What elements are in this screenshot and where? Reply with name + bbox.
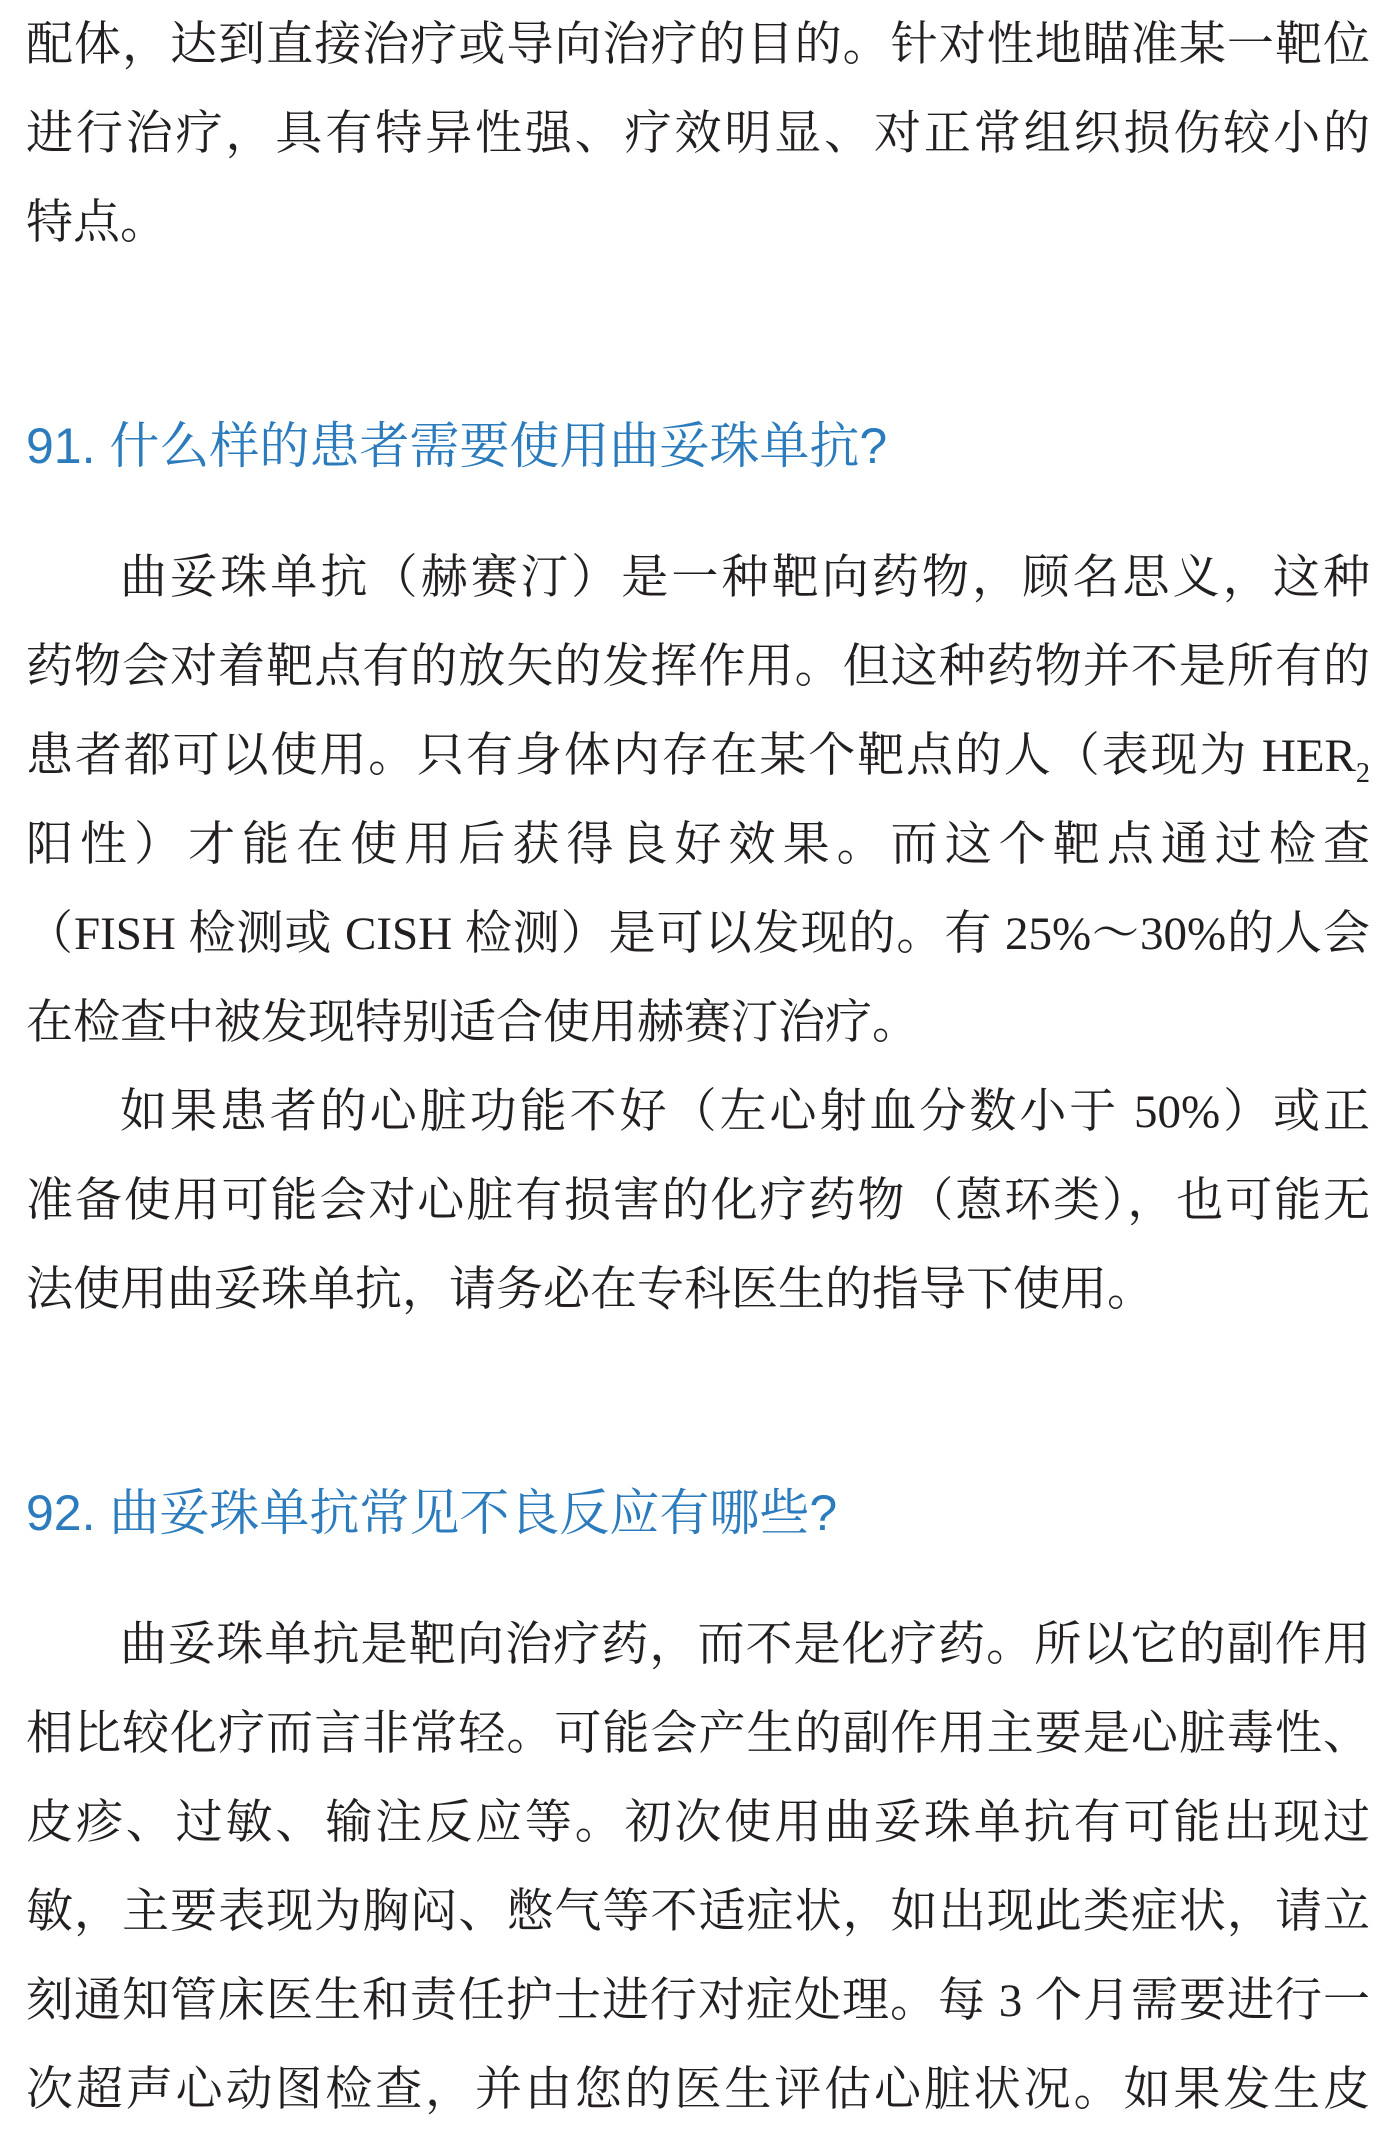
paragraph xyxy=(26,1601,1370,2135)
section-92 xyxy=(26,1469,1370,2135)
text-line: 配体，达到直接治疗或导向治疗的目的。针对性地瞄准某一靶位 xyxy=(26,19,1370,71)
text-line: （FISH 检测或 CISH 检测）是可以发现的。有 25%～30%的人会 xyxy=(26,908,1370,960)
text-line: 在检查中被发现特别适合使用赫赛汀治疗。 xyxy=(26,997,919,1049)
text-line: 皮疹、过敏、输注反应等。初次使用曲妥珠单抗有可能出现过 xyxy=(26,1797,1370,1849)
text-line xyxy=(26,712,1370,801)
text-line: 如果患者的心脏功能不好（左心射血分数小于 50%）或正 xyxy=(120,1086,1370,1138)
text-line: 阳性）才能在使用后获得良好效果。而这个靶点通过检查 xyxy=(26,819,1370,871)
subscript: 2 xyxy=(1355,757,1370,789)
section-heading: 91. 什么样的患者需要使用曲妥珠单抗? xyxy=(26,418,888,474)
text-line: 曲妥珠单抗（赫赛汀）是一种靶向药物，顾名思义，这种 xyxy=(120,552,1370,604)
text-line: 进行治疗，具有特异性强、疗效明显、对正常组织损伤较小的 xyxy=(26,108,1370,160)
text-line: 药物会对着靶点有的放矢的发挥作用。但这种药物并不是所有的 xyxy=(26,641,1370,693)
text-line: 曲妥珠单抗是靶向治疗药，而不是化疗药。所以它的副作用 xyxy=(120,1619,1370,1671)
text-line: 法使用曲妥珠单抗，请务必在专科医生的指导下使用。 xyxy=(26,1264,1154,1316)
text-line: 刻通知管床医生和责任护士进行对症处理。每 3 个月需要进行一 xyxy=(26,1975,1370,2027)
text-line: 次超声心动图检查，并由您的医生评估心脏状况。如果发生皮 xyxy=(26,2064,1370,2116)
paragraph xyxy=(26,534,1370,1068)
document-page xyxy=(26,0,1370,2135)
text-line-content: 患者都可以使用。只有身体内存在某个靶点的人（表现为 HER xyxy=(26,730,1356,782)
paragraph-continuation xyxy=(26,1,1370,268)
section-heading: 92. 曲妥珠单抗常见不良反应有哪些? xyxy=(26,1485,838,1541)
text-line: 特点。 xyxy=(26,197,167,249)
text-line: 准备使用可能会对心脏有损害的化疗药物（蒽环类），也可能无 xyxy=(26,1175,1370,1227)
section-91 xyxy=(26,402,1370,1335)
paragraph xyxy=(26,1068,1370,1335)
text-line: 相比较化疗而言非常轻。可能会产生的副作用主要是心脏毒性、 xyxy=(26,1708,1370,1760)
text-line: 敏，主要表现为胸闷、憋气等不适症状，如出现此类症状，请立 xyxy=(26,1886,1370,1938)
